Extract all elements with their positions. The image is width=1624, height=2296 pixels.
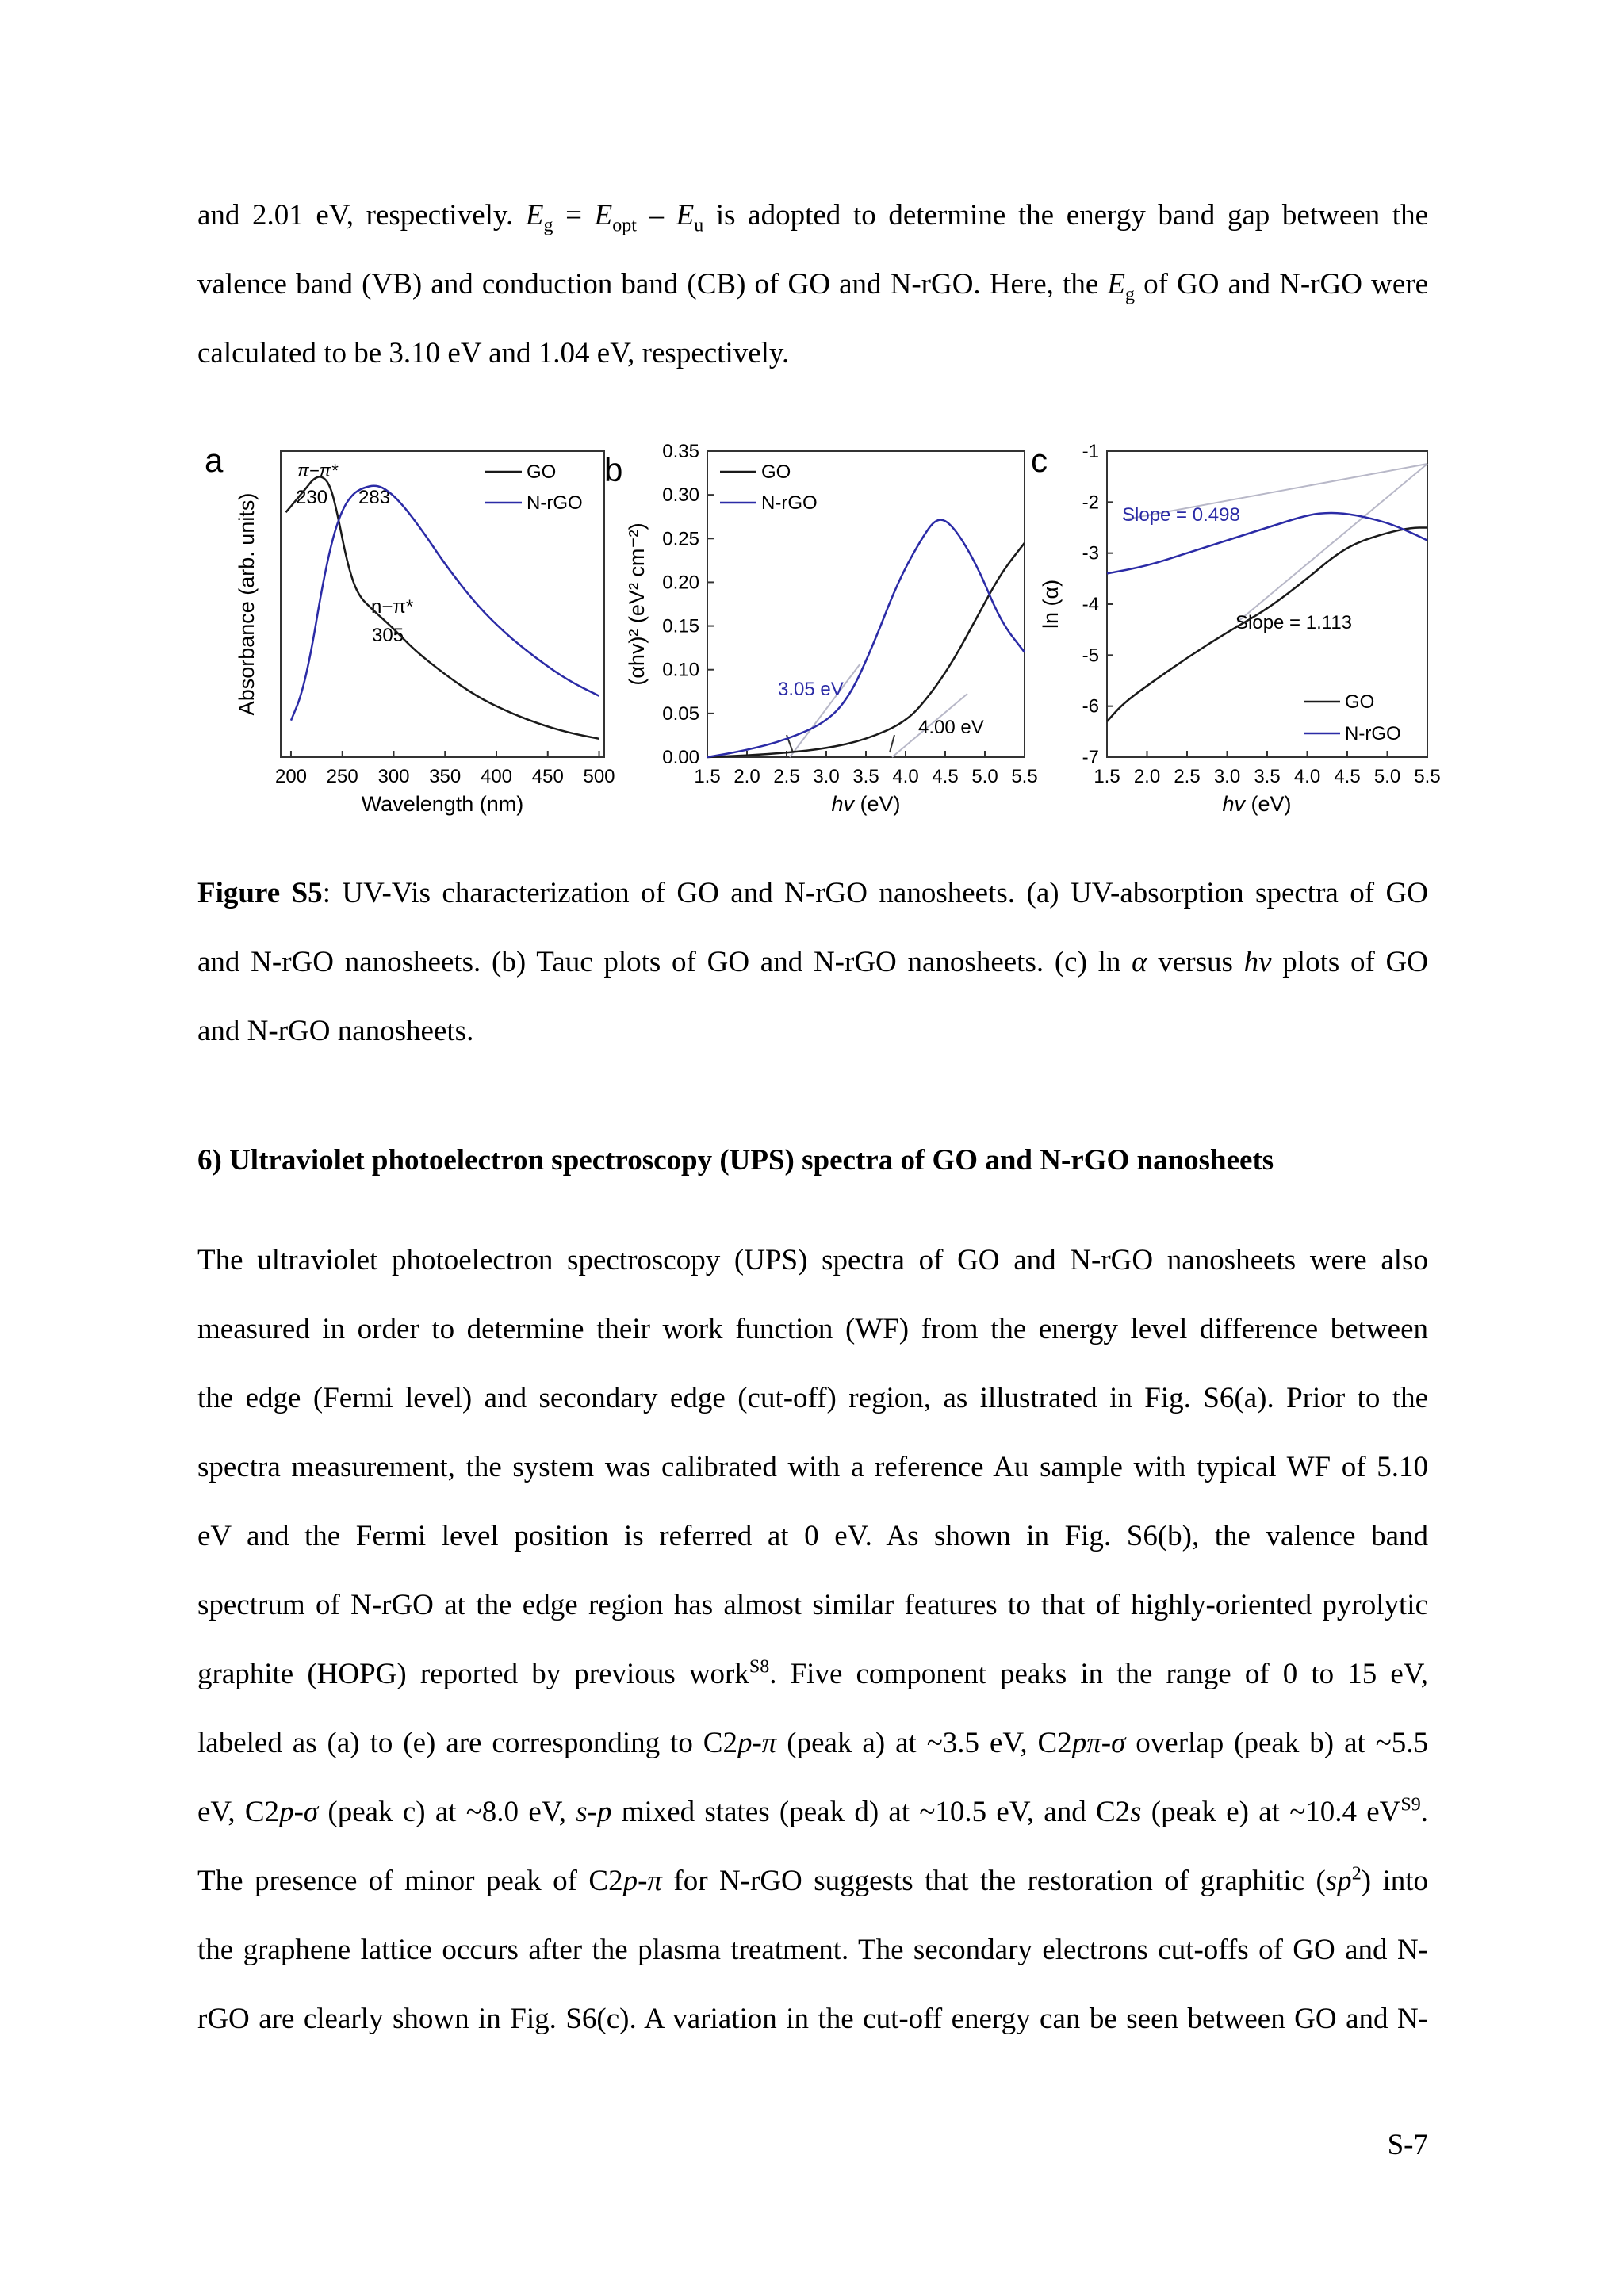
c-y-tick-1: -6 — [1082, 695, 1099, 718]
p2-line-8: labeled as (a) to (e) are corresponding to C2p-π (peak a) at ~3.5 eV, C2pπ-σ overlap (peak b) at ~5.5 — [197, 1727, 1428, 1759]
b-x-tick-0: 1.5 — [694, 766, 721, 787]
p2-line-1: The ultraviolet photoelectron spectroscopy (UPS) spectra of GO and N-rGO nanosheets were also — [197, 1244, 1428, 1276]
p1-line-3: calculated to be 3.10 eV and 1.04 eV, respectively. — [197, 337, 790, 369]
ann-230: 230 — [296, 487, 328, 508]
a-x-tick-1: 250 — [326, 766, 358, 787]
p2-line-3: the edge (Fermi level) and secondary edge (cut-off) region, as illustrated in Fig. S6(a). Prior to the — [197, 1382, 1428, 1414]
p1-line-1: and 2.01 eV, respectively. $E_g = E_{opt} - E_u$ is adopted to determine the energy band gap between the — [197, 199, 1429, 236]
c-x-tick-2: 2.5 — [1174, 766, 1201, 787]
fit-line-c-go — [1237, 464, 1427, 622]
panel-c-xlabel: hv (eV) — [1222, 792, 1292, 816]
legend-b-go: GO — [761, 461, 791, 483]
p1-line-2: valence band (VB) and conduction band (CB) of GO and N-rGO. Here, the $E_g$ of GO and N-rGO were — [197, 268, 1428, 305]
b-y-tick-2: 0.10 — [662, 659, 699, 681]
panel-a-ylabel: Absorbance (arb. units) — [235, 492, 259, 716]
c-y-tick-3: -4 — [1082, 594, 1099, 615]
legend-b-nrgo: N-rGO — [761, 492, 818, 514]
panel-a-label: a — [205, 442, 224, 479]
c-x-tick-1: 2.0 — [1133, 766, 1161, 787]
b-x-tick-2: 2.5 — [773, 766, 800, 787]
b-y-tick-4: 0.20 — [662, 572, 699, 594]
paragraph-ups — [197, 1226, 1428, 2053]
b-y-tick-0: 0.00 — [662, 747, 699, 768]
panel-b-frame — [707, 451, 1025, 757]
c-y-tick-4: -3 — [1082, 542, 1099, 564]
b-x-tick-4: 3.5 — [852, 766, 879, 787]
a-x-tick-2: 300 — [377, 766, 410, 787]
p2-line-7: graphite (HOPG) reported by previous work$^{S8}$. Five component peaks in the range of 0 to 15 eV, — [197, 1656, 1428, 1690]
c-x-tick-0: 1.5 — [1094, 766, 1120, 787]
ann-npi: n−π* — [371, 596, 414, 618]
panel-a-xlabel: Wavelength (nm) — [361, 792, 524, 816]
figure-s5-plots — [190, 432, 1443, 828]
caption-label: Figure S5 — [197, 877, 323, 909]
p2-line-12: rGO are clearly shown in Fig. S6(c). A variation in the cut-off energy can be seen between GO and N- — [197, 2003, 1428, 2035]
caption-line-1: Figure S5: UV-Vis characterization of GO and N-rGO nanosheets. (a) UV-absorption spectra of GO — [197, 877, 1428, 909]
section-heading: 6) Ultraviolet photoelectron spectroscopy (UPS) spectra of GO and N-rGO nanosheets — [197, 1144, 1274, 1177]
a-x-tick-5: 450 — [531, 766, 564, 787]
slope-nrgo: Slope = 0.498 — [1122, 504, 1240, 526]
panel-b — [604, 441, 1038, 816]
legend-c-nrgo: N-rGO — [1345, 723, 1401, 744]
b-y-tick-5: 0.25 — [662, 528, 699, 550]
a-x-tick-3: 350 — [429, 766, 462, 787]
c-x-tick-5: 4.0 — [1293, 766, 1321, 787]
figure-s5 — [190, 432, 1443, 828]
series-a-go — [286, 476, 599, 738]
b-y-tick-7: 0.35 — [662, 441, 699, 462]
panel-a — [205, 442, 615, 816]
b-y-tick-3: 0.15 — [662, 615, 699, 637]
c-x-tick-4: 3.5 — [1254, 766, 1281, 787]
p2-line-5: eV and the Fermi level position is referred at 0 eV. As shown in Fig. S6(b), the valence band — [197, 1520, 1428, 1552]
panel-b-xlabel: hv (eV) — [831, 792, 901, 816]
ann-305-ev: 3.05 eV — [778, 679, 844, 700]
p2-line-6: spectrum of N-rGO at the edge region has almost similar features to that of highly-oriented pyrolytic — [197, 1589, 1428, 1621]
b-x-tick-7: 5.0 — [971, 766, 998, 787]
arrow-400 — [890, 735, 894, 752]
ann-pipi-a: π−π* — [297, 461, 338, 480]
b-x-tick-8: 5.5 — [1011, 766, 1038, 787]
p2-line-10: The presence of minor peak of C2p-π for N-rGO suggests that the restoration of graphitic $(sp^2)$ into — [197, 1863, 1429, 1897]
p2-line-2: measured in order to determine their work function (WF) from the energy level difference between — [197, 1313, 1428, 1345]
b-y-tick-1: 0.05 — [662, 702, 699, 725]
c-y-tick-2: -5 — [1082, 645, 1099, 667]
panel-c — [1031, 441, 1441, 816]
ann-283: 283 — [358, 487, 391, 508]
legend-a-nrgo: N-rGO — [527, 492, 583, 514]
c-x-tick-7: 5.0 — [1373, 766, 1401, 787]
panel-b-label: b — [604, 451, 623, 488]
legend-a-go: GO — [527, 461, 557, 483]
b-x-tick-6: 4.5 — [932, 766, 959, 787]
b-x-tick-5: 4.0 — [892, 766, 919, 787]
panel-c-ylabel: ln (α) — [1039, 579, 1063, 629]
legend-c-go: GO — [1345, 691, 1375, 713]
page-number: S-7 — [1387, 2129, 1428, 2161]
b-x-tick-1: 2.0 — [733, 766, 760, 787]
series-a-nrgo — [291, 486, 599, 721]
c-x-tick-6: 4.5 — [1334, 766, 1361, 787]
p2-line-11: the graphene lattice occurs after the plasma treatment. The secondary electrons cut-offs of GO and N- — [197, 1934, 1428, 1966]
c-y-tick-6: -1 — [1082, 441, 1099, 462]
slope-go: Slope = 1.113 — [1235, 612, 1353, 633]
c-x-tick-8: 5.5 — [1414, 766, 1441, 787]
a-x-tick-6: 500 — [583, 766, 615, 787]
c-x-tick-3: 3.0 — [1213, 766, 1241, 787]
b-x-tick-3: 3.0 — [813, 766, 840, 787]
c-y-tick-5: -2 — [1082, 492, 1099, 514]
a-x-tick-0: 200 — [274, 766, 308, 787]
ann-400-ev: 4.00 eV — [918, 717, 984, 738]
ann-305: 305 — [372, 625, 404, 646]
figure-caption — [197, 859, 1428, 1066]
a-x-tick-4: 400 — [480, 766, 513, 787]
caption-line-2: and N-rGO nanosheets. (b) Tauc plots of GO and N-rGO nanosheets. (c) ln α versus hv plots of GO — [197, 946, 1429, 978]
paragraph-bandgap — [197, 181, 1428, 388]
panel-c-label: c — [1031, 442, 1048, 479]
p2-line-9: eV, C2p-σ (peak c) at ~8.0 eV, s-p mixed states (peak d) at ~10.5 eV, and C2s (peak e) at ~10.4 $eV^{S9}$. — [197, 1794, 1428, 1828]
panel-c-frame — [1107, 451, 1427, 757]
caption-line-3: and N-rGO nanosheets. — [197, 1015, 474, 1047]
panel-b-ylabel: (αhv)² (eV² cm⁻²) — [625, 522, 649, 686]
c-y-tick-0: -7 — [1082, 747, 1099, 768]
b-y-tick-6: 0.30 — [662, 484, 699, 507]
p2-line-4: spectra measurement, the system was calibrated with a reference Au sample with typical WF of 5.10 — [197, 1451, 1428, 1483]
